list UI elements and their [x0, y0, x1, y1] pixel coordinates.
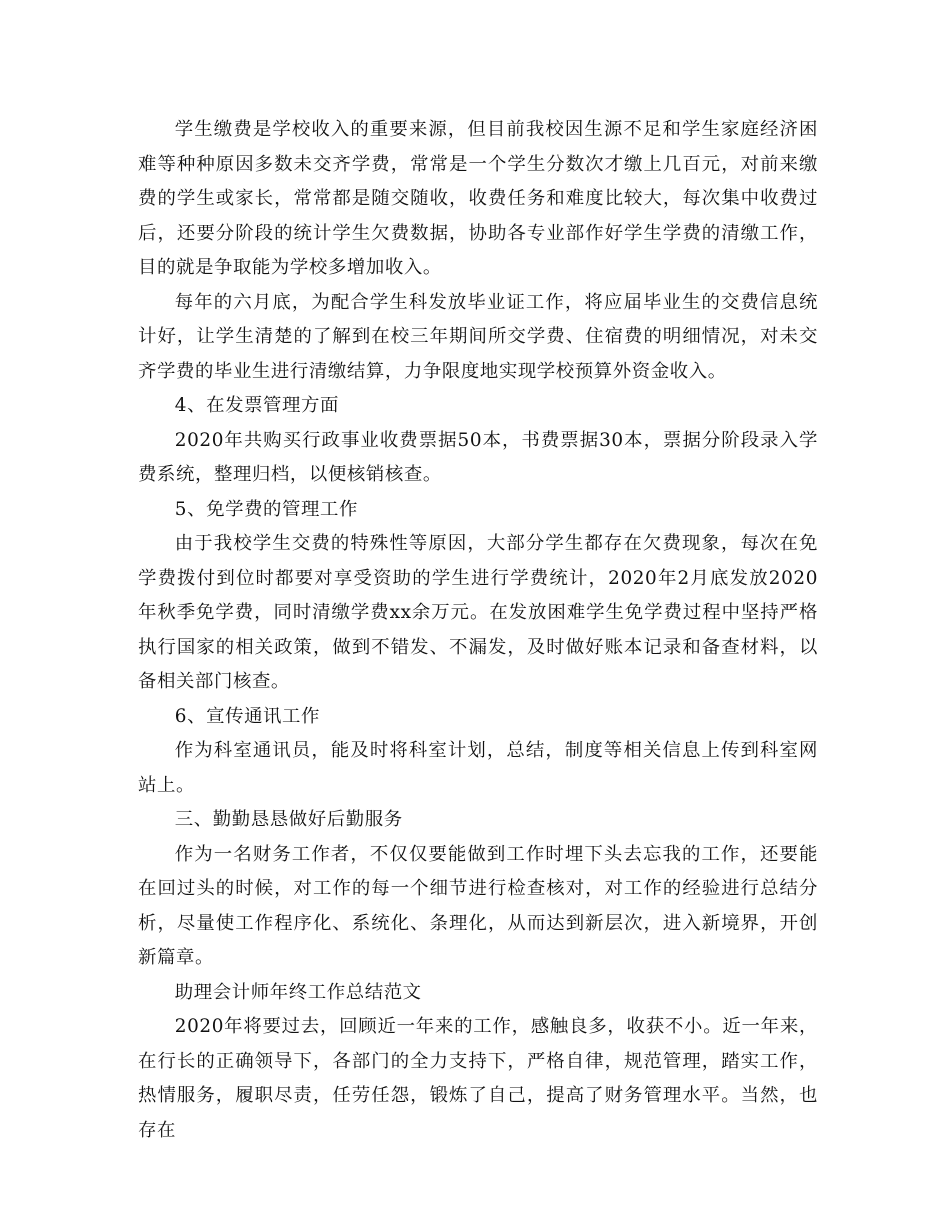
- paragraph-logistics: 作为一名财务工作者，不仅仅要能做到工作时埋下头去忘我的工作，还要能在回过头的时候，对工作的每一个细节进行检查核对，对工作的经验进行总结分析，尽量使工作程序化、系统化、条理化，从而达到新层次，进入新境界，开创新篇章。: [138, 843, 818, 968]
- paragraph-student-fees: 学生缴费是学校收入的重要来源，但目前我校因生源不足和学生家庭经济困难等种种原因多数未交齐学费，常常是一个学生分数次才缴上几百元，对前来缴费的学生或家长，常常都是随交随收，收费任务和难度比较大，每次集中收费过后，还要分阶段的统计学生欠费数据，协助各专业部作好学生学费的清缴工作，目的就是争取能为学校多增加收入。: [138, 119, 818, 278]
- paragraph-year-review: 2020年将要过去，回顾近一年来的工作，感触良多，收获不小。近一年来，在行长的正确领导下，各部门的全力支持下，严格自律，规范管理，踏实工作，热情服务，履职尽责，任劳任怨，锻炼了自己，提高了财务管理水平。当然，也存在: [138, 1016, 818, 1141]
- section-heading-tuition-waiver: 5、免学费的管理工作: [174, 498, 359, 520]
- section-heading-logistics: 三、勤勤恳恳做好后勤服务: [174, 809, 403, 830]
- paragraph-invoice: 2020年共购买行政事业收费票据50本，书费票据30本，票据分阶段录入学费系统，整理归档，以便核销核查。: [138, 429, 818, 485]
- document-subtitle: 助理会计师年终工作总结范文: [174, 981, 422, 1003]
- paragraph-graduate-fees: 每年的六月底，为配合学生科发放毕业证工作，将应届毕业生的交费信息统计好，让学生清楚的了解到在校三年期间所交学费、住宿费的明细情况，对未交齐学费的毕业生进行清缴结算，力争限度地实现学校预算外资金收入。: [138, 291, 818, 382]
- section-heading-communication: 6、宣传通讯工作: [174, 705, 321, 727]
- section-heading-invoice: 4、在发票管理方面: [174, 395, 340, 416]
- paragraph-communication: 作为科室通讯员，能及时将科室计划，总结，制度等相关信息上传到科室网站上。: [138, 740, 818, 796]
- paragraph-tuition-waiver: 由于我校学生交费的特殊性等原因，大部分学生都存在欠费现象，每次在免学费拨付到位时都要对享受资助的学生进行学费统计，2020年2月底发放2020年秋季免学费，同时清缴学费xx余万元。在发放困难学生免学费过程中坚持严格执行国家的相关政策，做到不错发、不漏发，及时做好账本记录和备查材料，以备相关部门核查。: [138, 533, 818, 692]
- document-body: [138, 113, 818, 1148]
